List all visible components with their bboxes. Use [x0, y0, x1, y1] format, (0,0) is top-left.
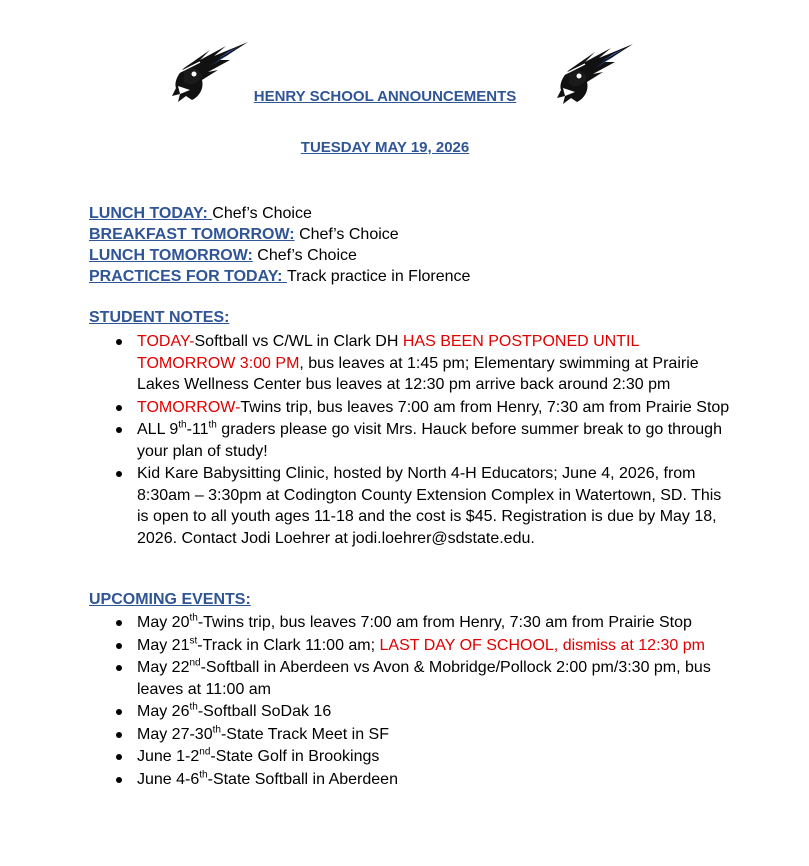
event-text: -Softball SoDak 16: [197, 703, 332, 720]
upcoming-events-heading: UPCOMING EVENTS:: [89, 591, 251, 608]
meals-section: [89, 203, 470, 287]
practices-today-line: [89, 266, 470, 287]
list-item: [113, 612, 733, 634]
note-text: , bus leaves at 1:45 pm; Elementary swimming at Prairie Lakes Wellness Center bus leaves at 12:30 pm arrive back around 2:30 pm: [137, 354, 699, 393]
event-date: May 22: [137, 659, 190, 676]
ordinal-suffix: th: [208, 419, 217, 431]
student-notes-list: [113, 331, 733, 550]
ordinal-suffix: th: [189, 612, 198, 624]
note-text: graders please go visit Mrs. Hauck before summer break to go through your plan of study!: [137, 421, 722, 460]
alert-text: LAST DAY OF SCHOOL, dismiss at 12:30 pm: [379, 636, 705, 654]
alert-text: TOMORROW-: [137, 398, 241, 416]
list-item: [113, 769, 733, 791]
event-text: -Track in Clark 11:00 am;: [197, 636, 380, 654]
list-item: [113, 635, 733, 657]
list-item: [113, 701, 733, 723]
ordinal-suffix: th: [189, 701, 198, 713]
list-item: [113, 746, 733, 768]
event-text: -State Track Meet in SF: [220, 725, 389, 743]
ordinal-suffix: th: [199, 769, 208, 781]
ordinal-suffix: nd: [199, 746, 211, 758]
note-text: Twins trip, bus leaves 7:00 am from Henry, 7:30 am from Prairie Stop: [240, 398, 730, 416]
alert-text: TODAY-: [137, 333, 195, 350]
list-item: [113, 397, 733, 419]
event-date: May 21: [137, 636, 190, 654]
ordinal-suffix: st: [189, 635, 198, 647]
list-item: [113, 724, 733, 746]
upcoming-events-list: [113, 612, 733, 791]
ordinal-suffix: th: [212, 724, 221, 736]
lunch-tomorrow-value: Chef’s Choice: [252, 247, 357, 264]
page-title: HENRY SCHOOL ANNOUNCEMENTS: [253, 88, 517, 105]
alert-text: HAS BEEN POSTPONED UNTIL TOMORROW 3:00 PM: [137, 333, 639, 372]
event-date: June 4-6: [137, 770, 200, 788]
practices-today-label: PRACTICES FOR TODAY:: [89, 268, 287, 285]
event-date: June 1-2: [137, 748, 200, 765]
practices-today-value: Track practice in Florence: [286, 268, 471, 285]
list-item: [113, 463, 733, 549]
breakfast-tomorrow-line: [89, 224, 470, 245]
lunch-tomorrow-label: LUNCH TOMORROW:: [89, 247, 253, 264]
note-text: ALL 9: [137, 421, 179, 438]
list-item: [113, 657, 733, 700]
lunch-today-label: LUNCH TODAY:: [89, 205, 213, 222]
event-date: May 27-30: [137, 725, 213, 743]
list-item: [113, 419, 733, 462]
note-text: -11: [186, 421, 209, 438]
list-item: [113, 331, 733, 396]
breakfast-tomorrow-label: BREAKFAST TOMORROW:: [89, 226, 295, 243]
event-text: -Twins trip, bus leaves 7:00 am from Henry, 7:30 am from Prairie Stop: [197, 614, 692, 631]
event-text: -State Golf in Brookings: [210, 748, 380, 765]
event-date: May 26: [137, 703, 190, 720]
event-text: -State Softball in Aberdeen: [207, 770, 398, 788]
lunch-tomorrow-line: [89, 245, 470, 266]
announcement-date: TUESDAY MAY 19, 2026: [300, 139, 470, 156]
lunch-today-line: [89, 203, 470, 224]
student-notes-heading: STUDENT NOTES:: [89, 309, 230, 326]
note-text: Kid Kare Babysitting Clinic, hosted by North 4-H Educators; June 4, 2026, from 8:30am – 3:30pm at Codington County Extension Complex in Watertown, SD. This is open to all youth ages 11-18 and the cost is $45. Registration is due by May 18, 2026. Contact Jodi Loehrer at jodi.loehrer@sdstate.edu.: [137, 465, 722, 547]
event-date: May 20: [137, 614, 190, 631]
note-text: Softball vs C/WL in Clark DH: [194, 333, 403, 350]
event-text: -Softball in Aberdeen vs Avon & Mobridge/Pollock 2:00 pm/3:30 pm, bus leaves at 11:00 am: [137, 659, 711, 698]
breakfast-tomorrow-value: Chef’s Choice: [294, 226, 399, 243]
ordinal-suffix: th: [178, 419, 187, 431]
ordinal-suffix: nd: [189, 657, 201, 669]
lunch-today-value: Chef’s Choice: [212, 205, 312, 222]
